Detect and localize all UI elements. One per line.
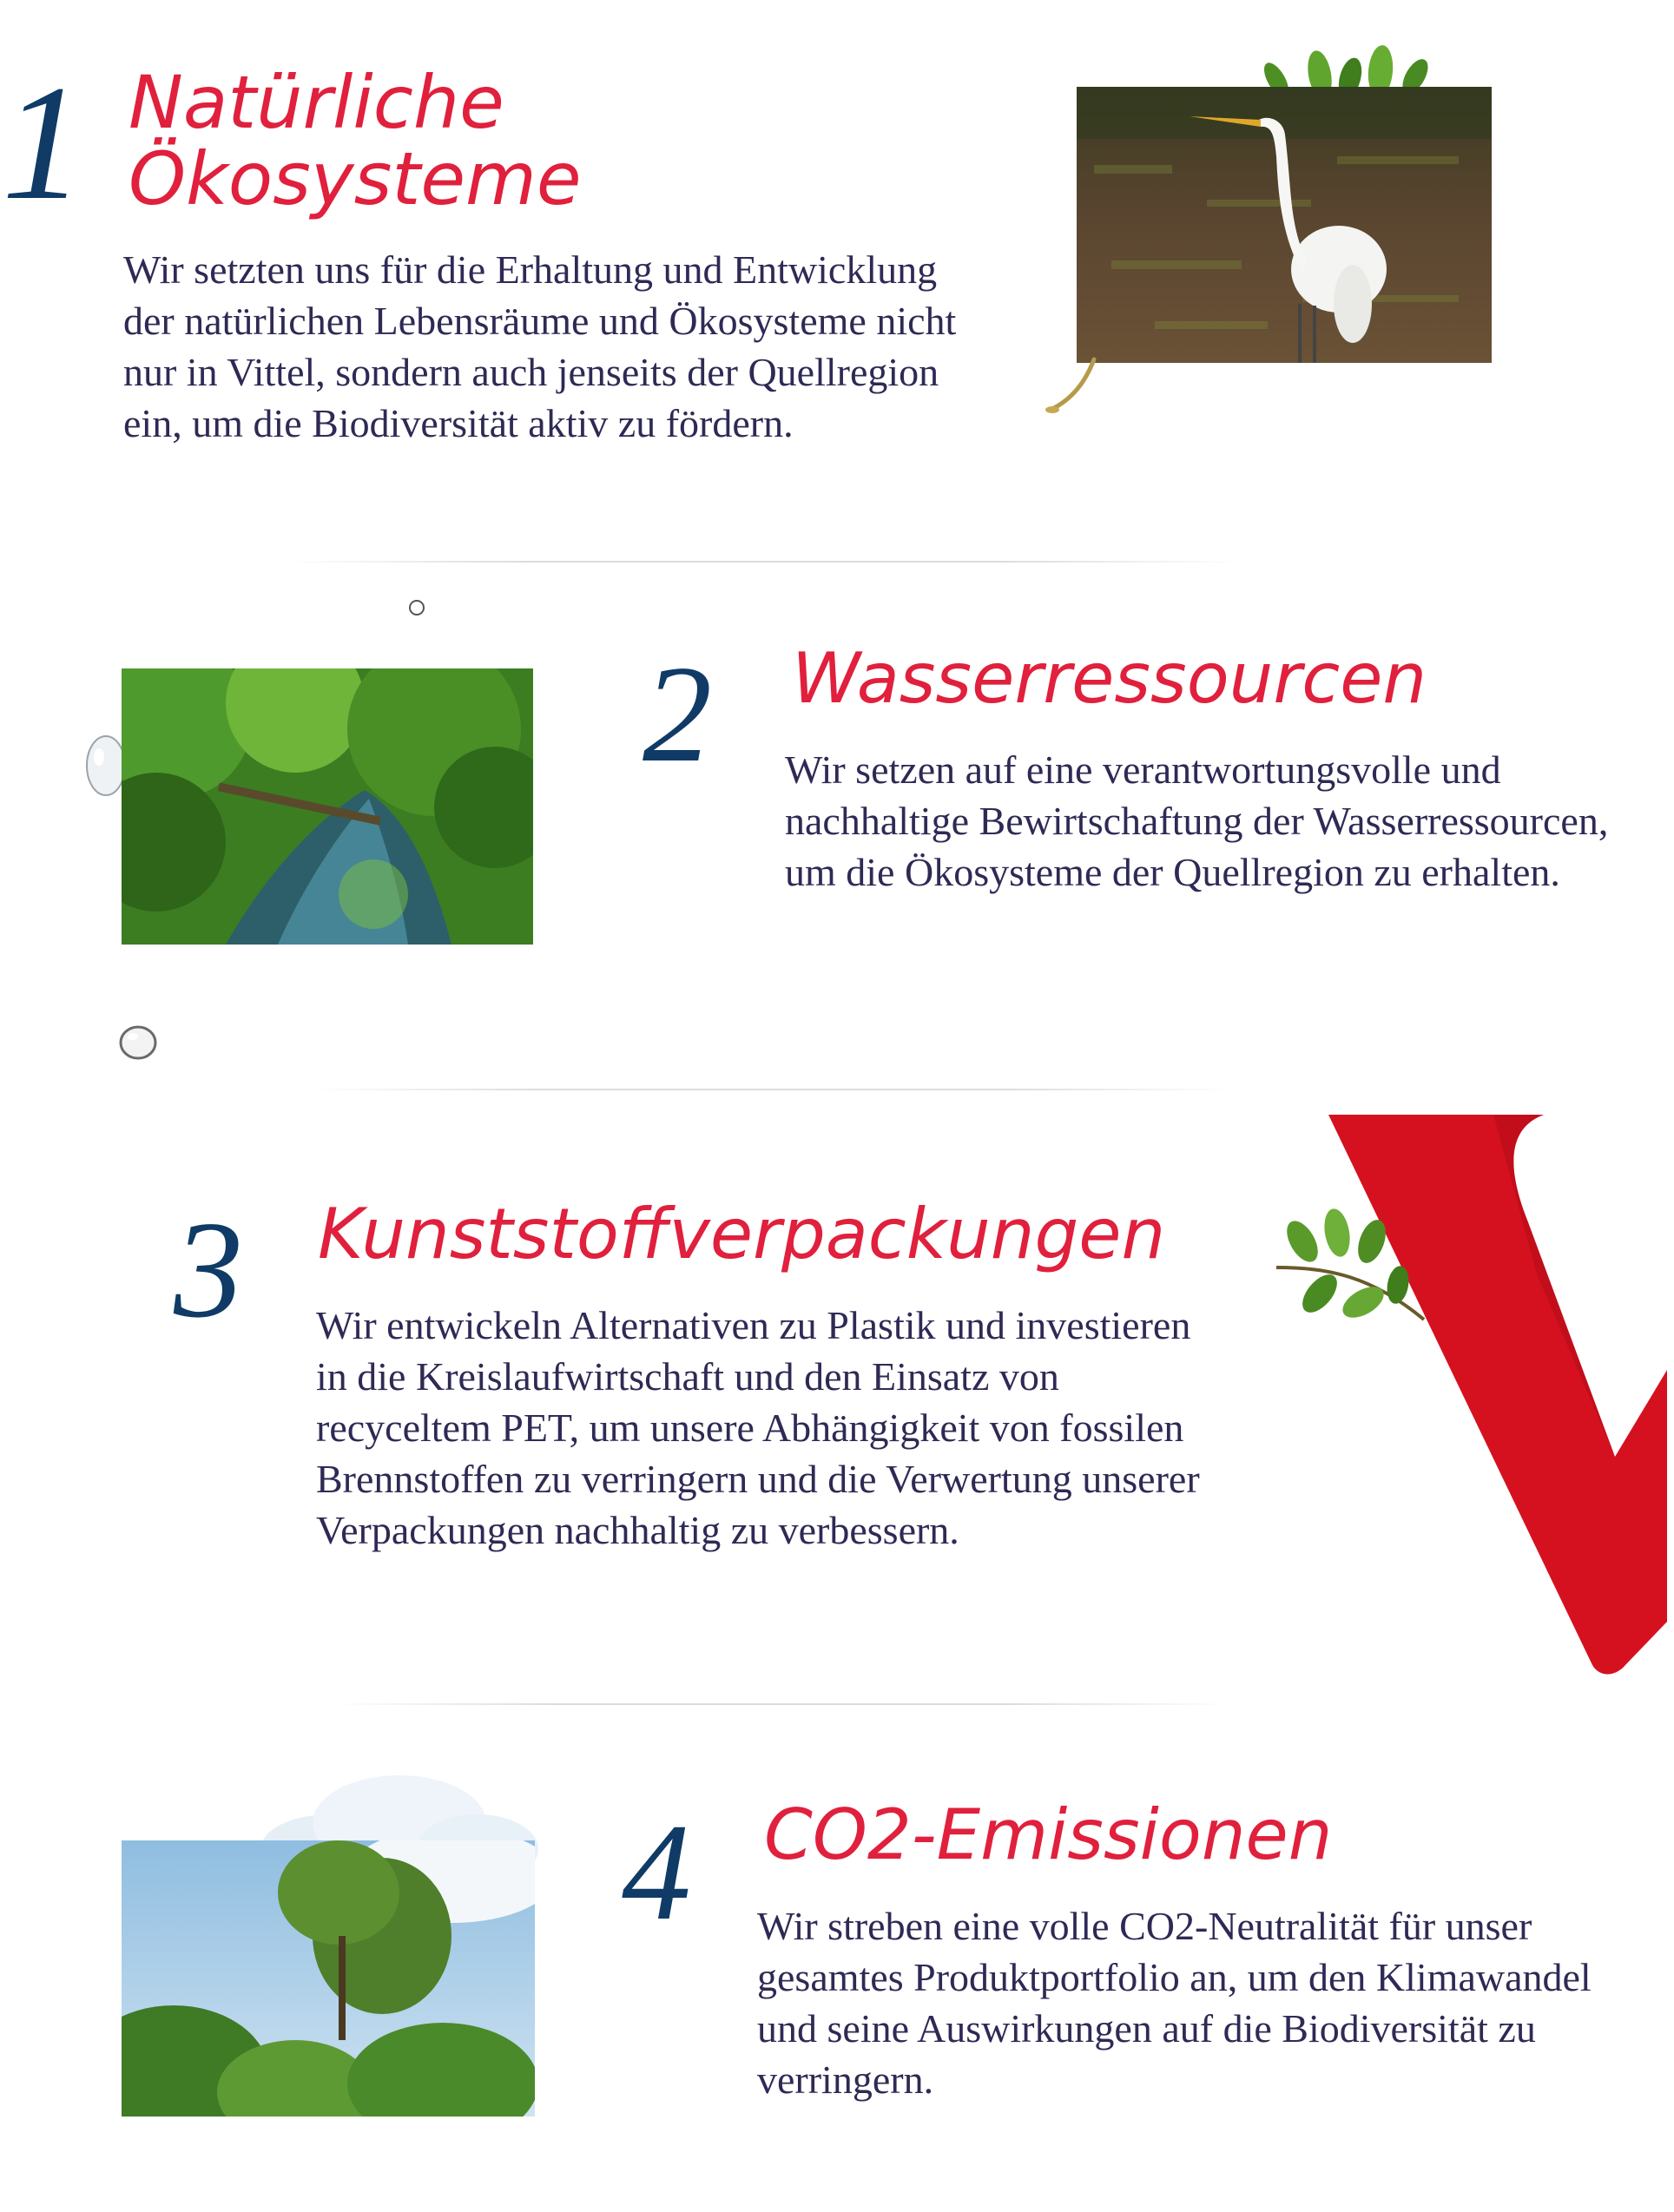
section-2-title: Wasserressourcen [792,638,1427,719]
leaves-sprig-icon [1259,36,1450,94]
heron-photo [1077,87,1492,363]
section-1-text: Wir setzten uns für die Erhaltung und Entwicklung der natürlichen Lebensräume und Ökosysteme nicht nur in Vittel, sondern auch jenseits der Quellregion ein, um die Biodiversität aktiv zu fördern. [123,247,957,445]
section-2-number: 2 [643,636,712,791]
section-1-title-line2: Ökosysteme [129,136,582,222]
section-1-number: 1 [2,52,84,234]
section-1-title [129,60,582,222]
section-3-title: Kunststoffverpackungen [318,1194,1166,1274]
trees-sky-photo [122,1840,535,2117]
water-drop-icon [116,1021,160,1064]
section-1-title-line1: Natürliche [129,60,504,145]
forest-stream-photo [122,668,533,945]
leaf-branch-icon [1268,1189,1433,1346]
section-4-number: 4 [622,1794,691,1949]
divider-3 [330,1703,1233,1705]
twig-icon [1042,356,1103,417]
section-4-text: Wir streben eine volle CO2-Neutralität für unser gesamtes Produktportfolio an, um den Klimawandel und seine Auswirkungen auf die Biodiversität zu verringern. [757,1904,1592,2102]
section-4-title: CO2-Emissionen [764,1794,1333,1875]
divider-1 [287,561,1242,563]
section-3-number: 3 [174,1192,243,1346]
water-drop-icon [406,597,427,618]
section-3-text: Wir entwickeln Alternativen zu Plastik und investieren in die Kreislaufwirtschaft und den Einsatz von recyceltem PET, um unsere Abhängigkeit von fossilen Brennstoffen zu verringern und die Verwertung unserer Verpackungen nachhaltig zu verbessern. [316,1303,1200,1552]
divider-2 [313,1089,1233,1090]
section-2-text: Wir setzen auf eine verantwortungsvolle und nachhaltige Bewirtschaftung der Wasserressourcen, um die Ökosysteme der Quellregion zu erhalten. [785,747,1609,894]
